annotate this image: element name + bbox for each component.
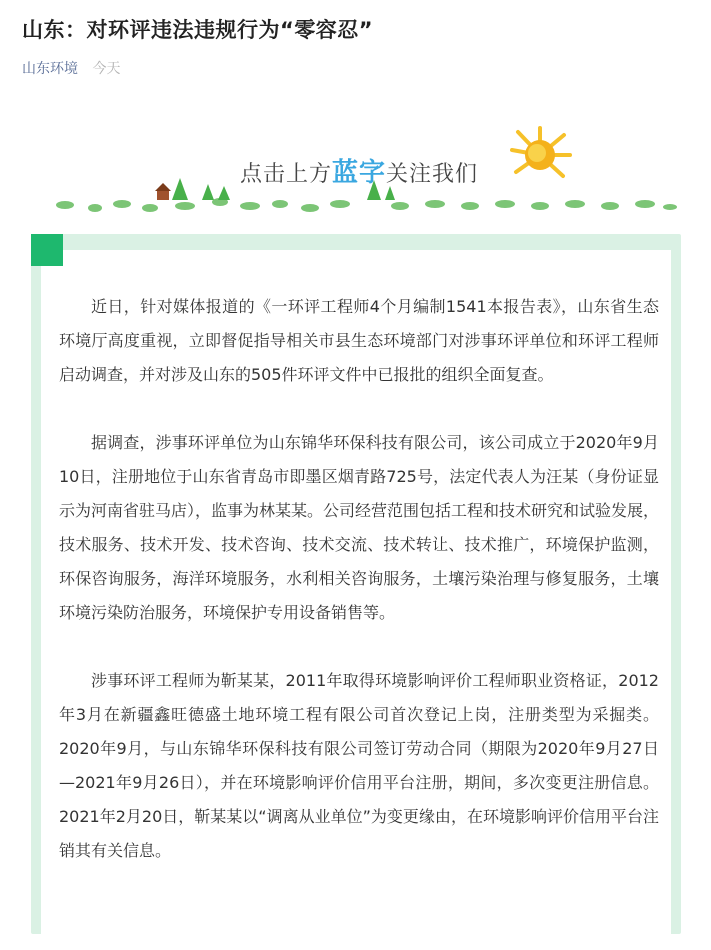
- paragraph-3: 涉事环评工程师为靳某某，2011年取得环境影响评价工程师职业资格证，2012年3月在新疆鑫旺德盛土地环境工程有限公司首次登记上岗，注册类型为采掘类。2020年9月，与山东锦华环保科技有限公司签订劳动合同（期限为2020年9月27日—2021年9月26日），并在环境影响评价信用平台注册，期间，多次变更注册信息。2021年2月20日，靳某某以“调离从业单位”为变更缘由，在环境影响评价信用平台注销其有关信息。: [59, 671, 659, 860]
- article-title: 山东：对环评违法违规行为“零容忍”: [22, 18, 374, 42]
- card-corner-accent: [31, 234, 63, 266]
- follow-prompt: [240, 152, 478, 189]
- follow-blue-text: 蓝字: [332, 158, 387, 188]
- publish-time: 今天: [92, 61, 121, 77]
- sun-icon: [512, 128, 570, 176]
- article-body: [59, 290, 659, 902]
- follow-prefix: 点击上方: [240, 162, 333, 187]
- paragraph-1: 近日，针对媒体报道的《一环评工程师4个月编制1541本报告表》，山东省生态环境厅高度重视，立即督促指导相关市县生态环境部门对涉事环评单位和环评工程师启动调查，并对涉及山东的505件环评文件中已报批的组织全面复查。: [59, 297, 659, 384]
- article-meta: [22, 58, 120, 78]
- paragraph-2: 据调查，涉事环评单位为山东锦华环保科技有限公司，该公司成立于2020年9月10日，注册地位于山东省青岛市即墨区烟青路725号，法定代表人为汪某（身份证显示为河南省驻马店），监事为林某某。公司经营范围包括工程和技术研究和试验发展，技术服务、技术开发、技术咨询、技术交流、技术转让、技术推广，环境保护监测，环保咨询服务，海洋环境服务，水利相关咨询服务，土壤污染治理与修复服务，土壤环境污染防治服务，环境保护专用设备销售等。: [59, 433, 660, 622]
- house-icon: [155, 183, 171, 200]
- follow-suffix: 关注我们: [386, 162, 479, 187]
- account-name-link[interactable]: 山东环境: [22, 61, 78, 77]
- leaves-decoration: [56, 198, 677, 212]
